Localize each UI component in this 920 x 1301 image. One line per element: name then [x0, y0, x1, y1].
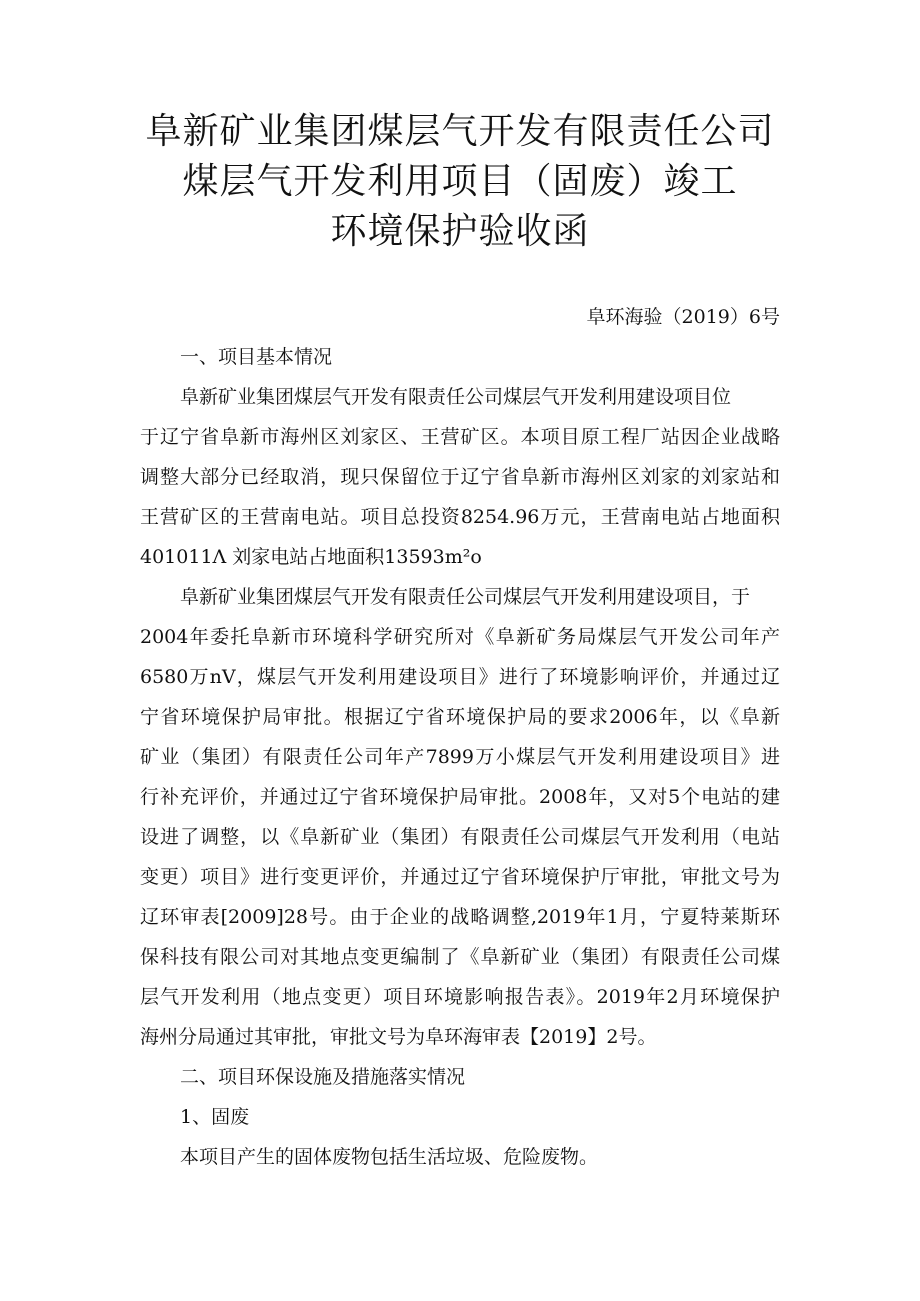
paragraph-1-line: 于辽宁省阜新市海州区刘家区、王营矿区。本项目原工程厂站因企业战略	[140, 426, 780, 448]
paragraph-1-line: 王营矿区的王营南电站。项目总投资8254.96万元，王营南电站占地面积	[140, 506, 780, 528]
paragraph-1-line: 401011Λ 刘家电站占地面积13593m²o	[140, 546, 482, 568]
paragraph-1-line: 阜新矿业集团煤层气开发有限责任公司煤层气开发利用建设项目位	[180, 386, 732, 408]
paragraph-2-line: 设进了调整，以《阜新矿业（集团）有限责任公司煤层气开发利用（电站	[140, 826, 780, 848]
title-line-3: 环境保护验收函	[330, 211, 590, 252]
title-line-2: 煤层气开发利用项目（固废）竣工	[182, 161, 738, 202]
paragraph-2-line: 矿业（集团）有限责任公司年产7899万小煤层气开发利用建设项目》进	[140, 746, 780, 768]
paragraph-3: 本项目产生的固体废物包括生活垃圾、危险废物。	[180, 1146, 599, 1168]
subsection-1-heading: 1、固废	[180, 1106, 250, 1128]
paragraph-2-line: 层气开发利用（地点变更）项目环境影响报告表》。2019年2月环境保护	[140, 986, 780, 1008]
paragraph-1-line: 调整大部分已经取消，现只保留位于辽宁省阜新市海州区刘家的刘家站和	[140, 466, 780, 488]
paragraph-2-line: 阜新矿业集团煤层气开发有限责任公司煤层气开发利用建设项目，于	[180, 586, 751, 608]
paragraph-2-line: 变更）项目》进行变更评价，并通过辽宁省环境保护厅审批，审批文号为	[140, 866, 780, 888]
title-line-1: 阜新矿业集团煤层气开发有限责任公司	[145, 111, 775, 152]
section-1-heading: 一、项目基本情况	[180, 346, 333, 368]
section-2-heading: 二、项目环保设施及措施落实情况	[180, 1066, 466, 1088]
document-number: 阜环海验（2019）6号	[586, 306, 780, 328]
paragraph-2-line: 海州分局通过其审批，审批文号为阜环海审表【2019】2号。	[140, 1026, 657, 1048]
paragraph-2-line: 行补充评价，并通过辽宁省环境保护局审批。2008年，又对5个电站的建	[140, 786, 780, 808]
paragraph-2-line: 保科技有限公司对其地点变更编制了《阜新矿业（集团）有限责任公司煤	[140, 946, 780, 968]
paragraph-2-line: 辽环审表[2009]28号。由于企业的战略调整,2019年1月，宁夏特莱斯环	[140, 906, 780, 928]
paragraph-2-line: 2004年委托阜新市环境科学研究所对《阜新矿务局煤层气开发公司年产	[140, 626, 780, 648]
paragraph-2-line: 宁省环境保护局审批。根据辽宁省环境保护局的要求2006年，以《阜新	[140, 706, 780, 728]
paragraph-2-line: 6580万nV，煤层气开发利用建设项目》进行了环境影响评价，并通过辽	[140, 666, 780, 688]
